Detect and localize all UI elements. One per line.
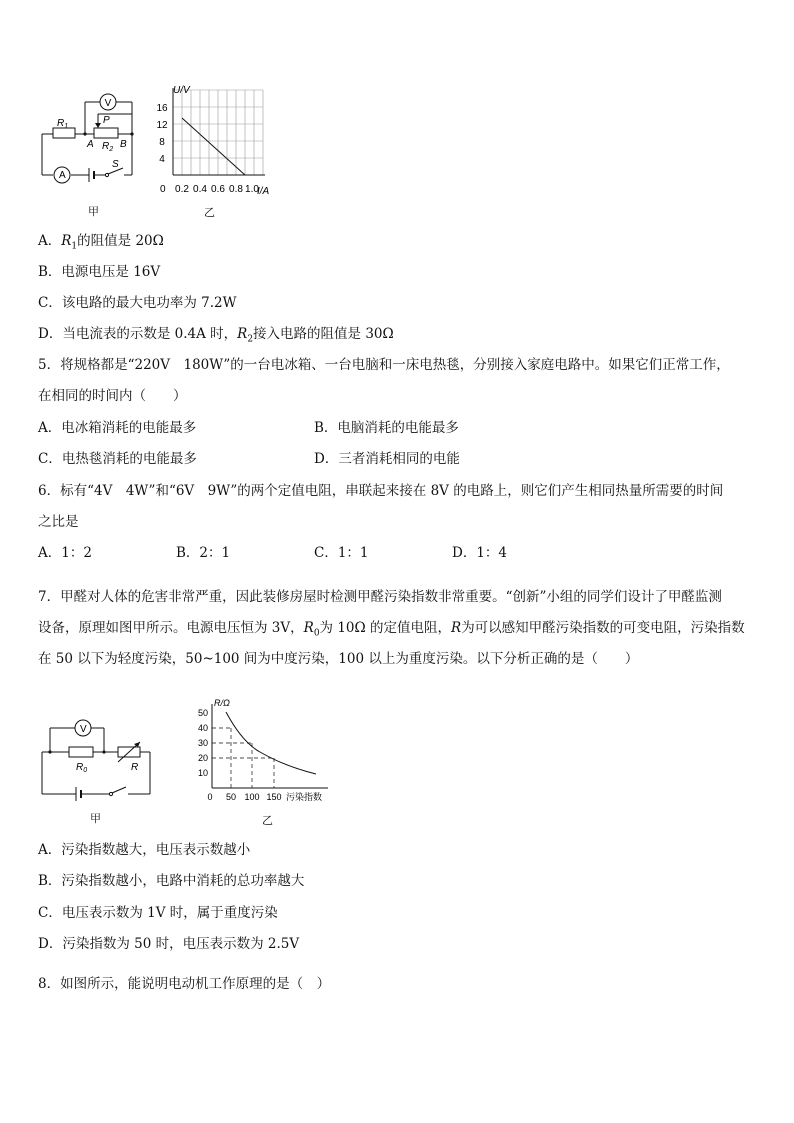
q5-stem-line-1: 5．将规格都是“220V 180W”的一台电冰箱、一台电脑和一床电热毯，分别接入家庭电路中。如果它们正常工作， [38,357,730,373]
q4-x-axis-label: I/A [257,186,270,197]
r0-label: $R_0$ [76,762,88,774]
q4-ytick-12: 12 [156,120,168,131]
r1-label: $R_1$ [57,118,69,130]
q7-ytick-10: 10 [197,768,208,778]
slider-p-label: P [103,115,110,126]
q7-graph-caption: 乙 [262,814,273,827]
q8-stem: 8．如图所示，能说明电动机工作原理的是（ ） [38,976,331,992]
q7-x-axis-label: 污染指数 [286,792,323,802]
q4-option-c: C．该电路的最大电功率为 7.2W [38,295,237,311]
q7-xtick-100: 100 [244,792,260,802]
q7-option-b: B．污染指数越小，电路中消耗的总功率越大 [38,873,305,889]
q6-option-d: D．1：4 [452,545,508,561]
q7-circuit-caption: 甲 [90,812,101,825]
q7-stem-line-2: 设备，原理如图甲所示。电源电压恒为 3V，$R_0$为 10Ω 的定值电阻，R为可以感知甲醛污染指数的可变电阻，污染指数 [38,620,745,639]
q7-voltmeter-label: V [80,724,87,735]
q7-option-d: D．污染指数为 50 时，电压表示数为 2.5V [38,936,300,952]
q4-xtick-0-2: 0.2 [175,184,189,195]
q7-resistance-curve [226,712,316,774]
q4-option-b: B．电源电压是 16V [38,264,161,280]
q5-option-d: D．三者消耗相同的电能 [314,451,460,467]
switch-s-label: S [112,159,119,170]
r-label: R [131,762,139,773]
q4-graph-caption: 乙 [204,206,215,219]
q4-y-axis-label: U/V [173,85,190,96]
q6-stem-line-1: 6．标有“4V 4W”和“6V 9W”的两个定值电阻，串联起来接在 8V 的电路上，则它们产生相同热量所需要的时间 [38,483,724,499]
ammeter-label: A [59,170,66,181]
q7-stem-line-1: 7．甲醛对人体的危害非常严重，因此装修房屋时检测甲醛污染指数非常重要。“创新”小组的同学们设计了甲醛监测 [38,589,722,605]
q7-ytick-20: 20 [197,753,208,763]
q7-circuit-diagram [36,718,156,804]
q7-option-c: C．电压表示数为 1V 时，属于重度污染 [38,905,278,921]
r2-label: $R_2$ [102,141,114,153]
q4-ytick-16: 16 [156,103,168,114]
q4-ui-data-line [182,118,245,175]
q4-xtick-1-0: 1.0 [245,184,259,195]
q7-xtick-0: 0 [207,792,213,802]
q4-xtick-0-4: 0.4 [193,184,207,195]
q7-y-axis-label: R/Ω [214,698,230,708]
q4-ytick-4: 4 [159,154,165,165]
q7-ytick-50: 50 [197,708,208,718]
q4-xtick-0-8: 0.8 [229,184,243,195]
q4-option-d: D．当电流表的示数是 0.4A 时，$R_2$接入电路的阻值是 30Ω [38,326,394,345]
q7-resistance-graph [192,694,338,806]
q6-option-b: B．2：1 [176,545,231,561]
q7-ytick-40: 40 [197,723,208,733]
q7-xtick-150: 150 [266,792,282,802]
q6-stem-line-2: 之比是 [38,514,79,530]
terminal-b-label: B [120,139,127,150]
q4-xtick-0: 0 [160,184,166,195]
q5-option-b: B．电脑消耗的电能最多 [314,420,459,436]
q5-option-a: A．电冰箱消耗的电能最多 [38,420,197,436]
q4-option-a: A．$R_1$的阻值是 20Ω [38,233,164,252]
q4-circuit-diagram [36,88,146,188]
q4-xtick-0-6: 0.6 [211,184,225,195]
q7-ytick-30: 30 [197,738,208,748]
voltmeter-label: V [104,98,112,109]
q5-option-c: C．电热毯消耗的电能最多 [38,451,197,467]
q4-ui-graph [146,82,286,200]
q6-option-a: A．1：2 [38,545,92,561]
q6-option-c: C．1：1 [314,545,369,561]
terminal-a-label: A [87,139,94,150]
q5-stem-line-2: 在相同的时间内（ ） [38,388,187,404]
q4-circuit-caption: 甲 [88,205,99,218]
q7-option-a: A．污染指数越大，电压表示数越小 [38,842,251,858]
q7-xtick-50: 50 [225,792,237,802]
q4-ytick-8: 8 [159,137,165,148]
q7-stem-line-3: 在 50 以下为轻度污染，50~100 间为中度污染，100 以上为重度污染。以下分析正确的是（ ） [38,651,639,667]
